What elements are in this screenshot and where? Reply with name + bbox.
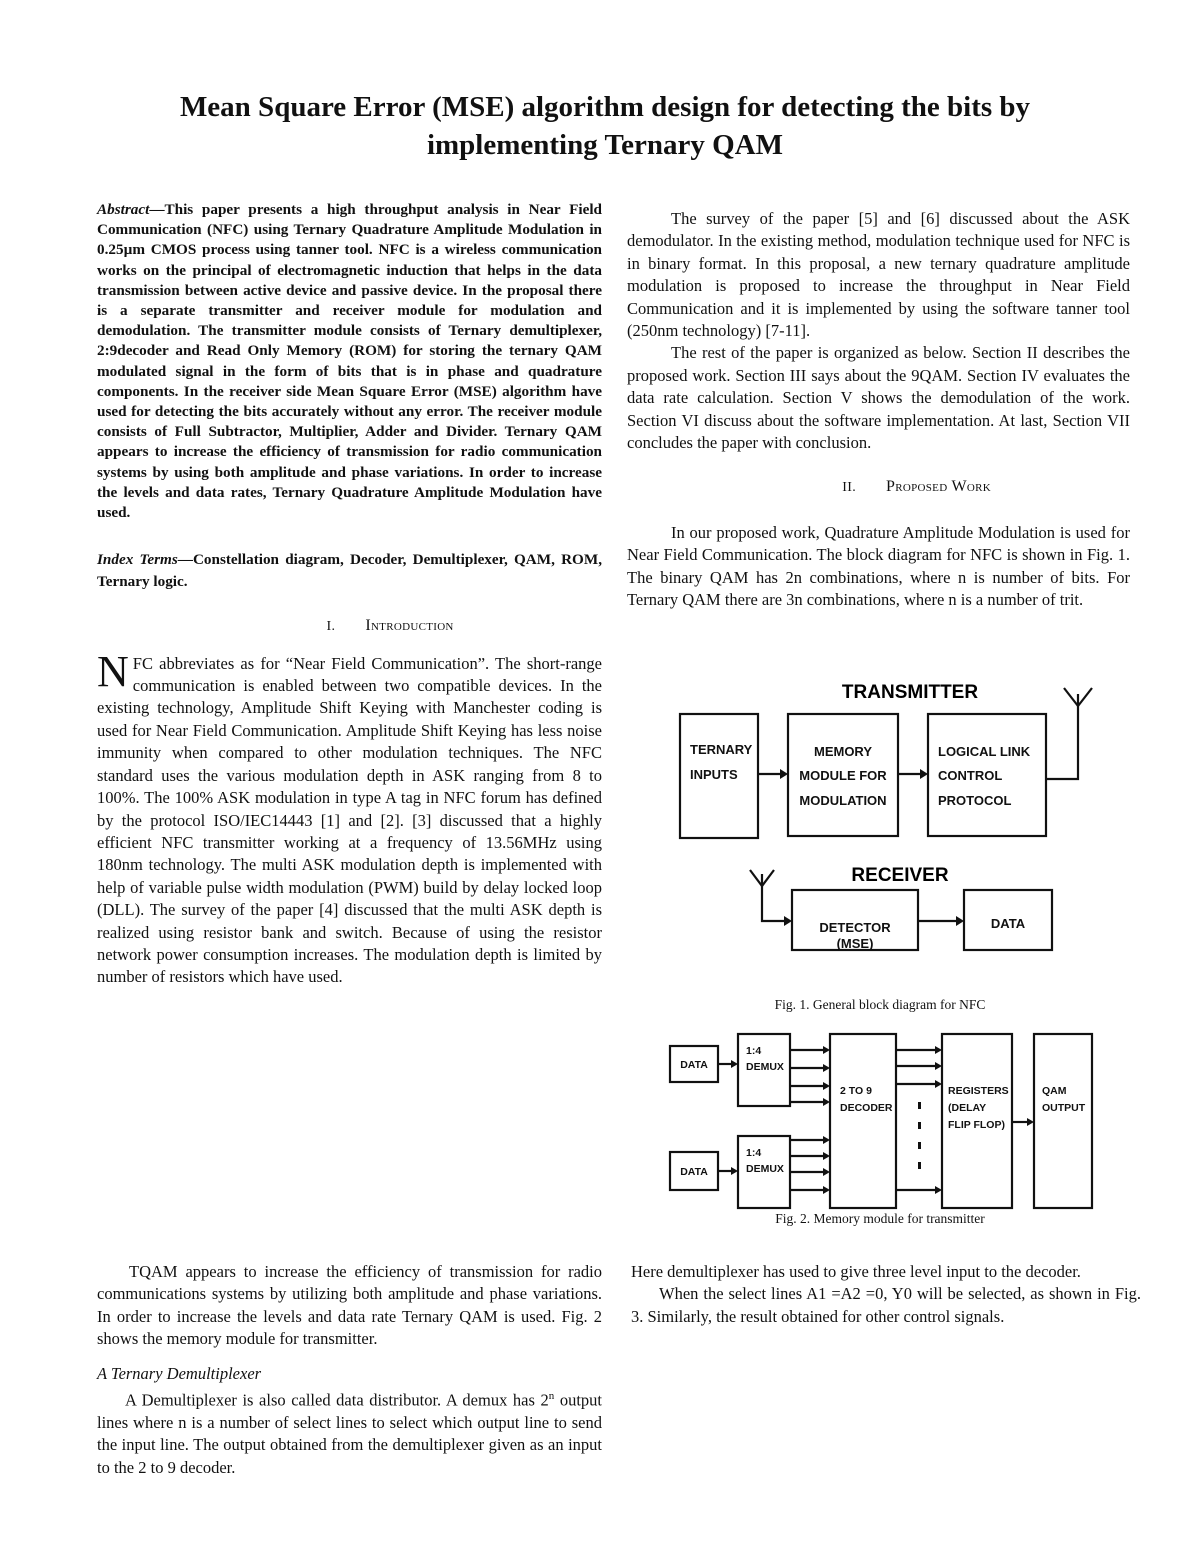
drop-cap: N — [97, 646, 129, 696]
qam-output-line1: QAM — [1042, 1085, 1067, 1097]
left-column-top — [97, 200, 602, 989]
figure-1-block-diagram — [650, 676, 1110, 996]
block3-line2: CONTROL — [938, 768, 1003, 783]
subsection-heading-ternary-demultiplexer: A Ternary Demultiplexer — [97, 1363, 262, 1383]
paper-title — [100, 88, 1110, 164]
registers-line2: (DELAY — [948, 1102, 987, 1114]
organization-paragraph: The rest of the paper is organized as below. Section II describes the proposed work. Section III says about the 9QAM. Section IV evaluates the data rate calculation. Section V shows the demodulation of the work. Section VI discuss about the software implementation. At last, Section VII concludes the paper with conclusion. — [627, 343, 1130, 453]
block2-line1: MEMORY — [813, 744, 873, 759]
index-terms-label: Index Terms — [97, 551, 178, 569]
figure-2-memory-module — [662, 1030, 1130, 1210]
tqam-paragraph: TQAM appears to increase the efficiency of transmission for radio communications systems by utilizing both amplitude and phase variations. In order to increase the levels and data rate Ternary QAM is used. Fig. 2 shows the memory module for transmitter. — [97, 1262, 602, 1349]
survey-paragraph: The survey of the paper [5] and [6] discussed about the ASK demodulator. In the existing method, modulation technique used for NFC is in binary format. In this proposal, a new ternary quadrature amplitude modulation is proposed to increase the throughput in Near Field Communication and it is implemented by using the software tanner tool (250nm technology) [7-11]. — [627, 209, 1130, 341]
title-line-1: Mean Square Error (MSE) algorithm design for detecting the bits by — [179, 91, 1031, 123]
proposed-work-paragraph: In our proposed work, Quadrature Amplitude Modulation is used for Near Field Communication. The block diagram for NFC is shown in Fig. 1. The binary QAM has 2n combinations, where n is number of bits. For Ternary QAM there are 3n combinations, where n is a number of trit. — [627, 522, 1130, 610]
index-terms-text: —Constellation diagram, Decoder, Demultiplexer, QAM, ROM, Ternary logic. — [97, 551, 603, 591]
fig2-data-2-label: DATA — [680, 1166, 708, 1178]
decoder-line1: 2 TO 9 — [840, 1085, 872, 1097]
registers-line3: FLIP FLOP) — [948, 1119, 1005, 1131]
demux-level-paragraph: Here demultiplexer has used to give three level input to the decoder. — [631, 1262, 1081, 1281]
block3-line1: LOGICAL LINK — [938, 744, 1031, 759]
block1-line1: TERNARY — [690, 742, 753, 757]
section-heading-introduction — [97, 615, 602, 638]
demux-text-1: A Demultiplexer is also called data distributor. A demux has 2 — [125, 1390, 549, 1410]
block4-line1: DETECTOR — [819, 920, 891, 935]
decoder-line2: DECODER — [840, 1102, 893, 1114]
abstract-label: Abstract — [97, 201, 150, 218]
section-title: Proposed Work — [886, 478, 991, 496]
title-line-2: implementing Ternary QAM — [426, 129, 784, 161]
abstract-text: —This paper presents a high throughput analysis in Near Field Communication (NFC) using Ternary Quadrature Amplitude Modulation in 0.25µm CMOS process using tanner tool. NFC is a wireless communication works on the principal of electromagnetic induction that helps in the data transmission between active device and passive device. In the proposal there is a separate transmitter and receiver module for modulation and demodulation. The transmitter module consists of Ternary demultiplexer, 2:9decoder and Read Only Memory (ROM) for storing the ternary QAM modulated signal in the form of bits that is in phase and quadrature components. In the receiver side Mean Square Error (MSE) algorithm have used for detecting the bits accurately without any error. The receiver module consists of Full Subtractor, Multiplier, Adder and Divider. Ternary QAM appears to increase the efficiency of transmission for radio communication systems by using both amplitude and phase variations. In order to increase the levels and data rates, Ternary Quadrature Amplitude Modulation have used. — [97, 201, 602, 522]
figure-2-caption: Fig. 2. Memory module for transmitter — [775, 1211, 985, 1226]
block1-line2: INPUTS — [690, 767, 738, 782]
section-title: Introduction — [365, 617, 454, 635]
left-column-bottom — [97, 1261, 602, 1479]
demux-1-line2: DEMUX — [746, 1061, 784, 1073]
abstract — [97, 200, 602, 523]
section-heading-proposed-work — [627, 476, 1130, 499]
transmitter-label: TRANSMITTER — [841, 682, 979, 703]
intro-text: FC abbreviates as for “Near Field Communication”. The short-range communication is enabled between two compatible devices. In the existing technology, Amplitude Shift Keying with Manchester coding is used for Near Field Communication. Amplitude Shift Keying has less noise immunity when compared to other modulation techniques. The NFC standard uses the various modulation depth in ASK ranging from 8 to 100%. The 100% ASK modulation in type A tag in NFC forum has defined by the protocol ISO/IEC14443 [1] and [2]. [3] discussed that a highly efficient NFC transmitter working at a frequency of 13.56MHz using 180nm technology. The multi ASK modulation depth is implemented with help of variable pulse width modulation (PWM) build by delay locked loop (DLL). The survey of the paper [4] discussed that the multi ASK depth is realized using resistor bank and switch. Because of using the resistor network power consumption increases. The modulation depth is limited by number of resistors which have used. — [97, 653, 602, 987]
receiver-label: RECEIVER — [851, 865, 949, 886]
block5-line1: DATA — [990, 916, 1026, 931]
qam-output-block — [1034, 1034, 1092, 1208]
block3-line3: PROTOCOL — [938, 793, 1012, 808]
block4-line2: (MSE) — [836, 936, 874, 951]
select-lines-paragraph: When the select lines A1 =A2 =0, Y0 will be selected, as shown in Fig. 3. Similarly, the result obtained for other control signals. — [631, 1284, 1141, 1326]
right-column-top — [627, 208, 1130, 612]
figure-1-caption: Fig. 1. General block diagram for NFC — [774, 997, 986, 1012]
section-number: II. — [842, 480, 857, 496]
block2-line3: MODULATION — [799, 793, 887, 808]
demultiplexer-paragraph — [97, 1385, 602, 1479]
registers-line1: REGISTERS — [948, 1085, 1009, 1097]
demux-2-line2: DEMUX — [746, 1163, 784, 1175]
demux-text-2: output lines where n is a number of select lines to select which output line to send the input line. The output obtained from the demultiplexer given as an input to the 2 to 9 decoder. — [97, 1390, 602, 1477]
right-column-bottom — [631, 1261, 1141, 1328]
demux-superscript: n — [548, 1390, 555, 1403]
index-terms — [97, 549, 602, 593]
decoder-block — [830, 1034, 896, 1208]
demux-1-line1: 1:4 — [746, 1045, 762, 1057]
intro-paragraph — [97, 646, 602, 989]
demux-2-line1: 1:4 — [746, 1147, 762, 1159]
section-number: I. — [326, 619, 336, 635]
block2-line2: MODULE FOR — [799, 768, 887, 783]
fig2-data-1-label: DATA — [680, 1059, 708, 1071]
qam-output-line2: OUTPUT — [1042, 1102, 1086, 1114]
